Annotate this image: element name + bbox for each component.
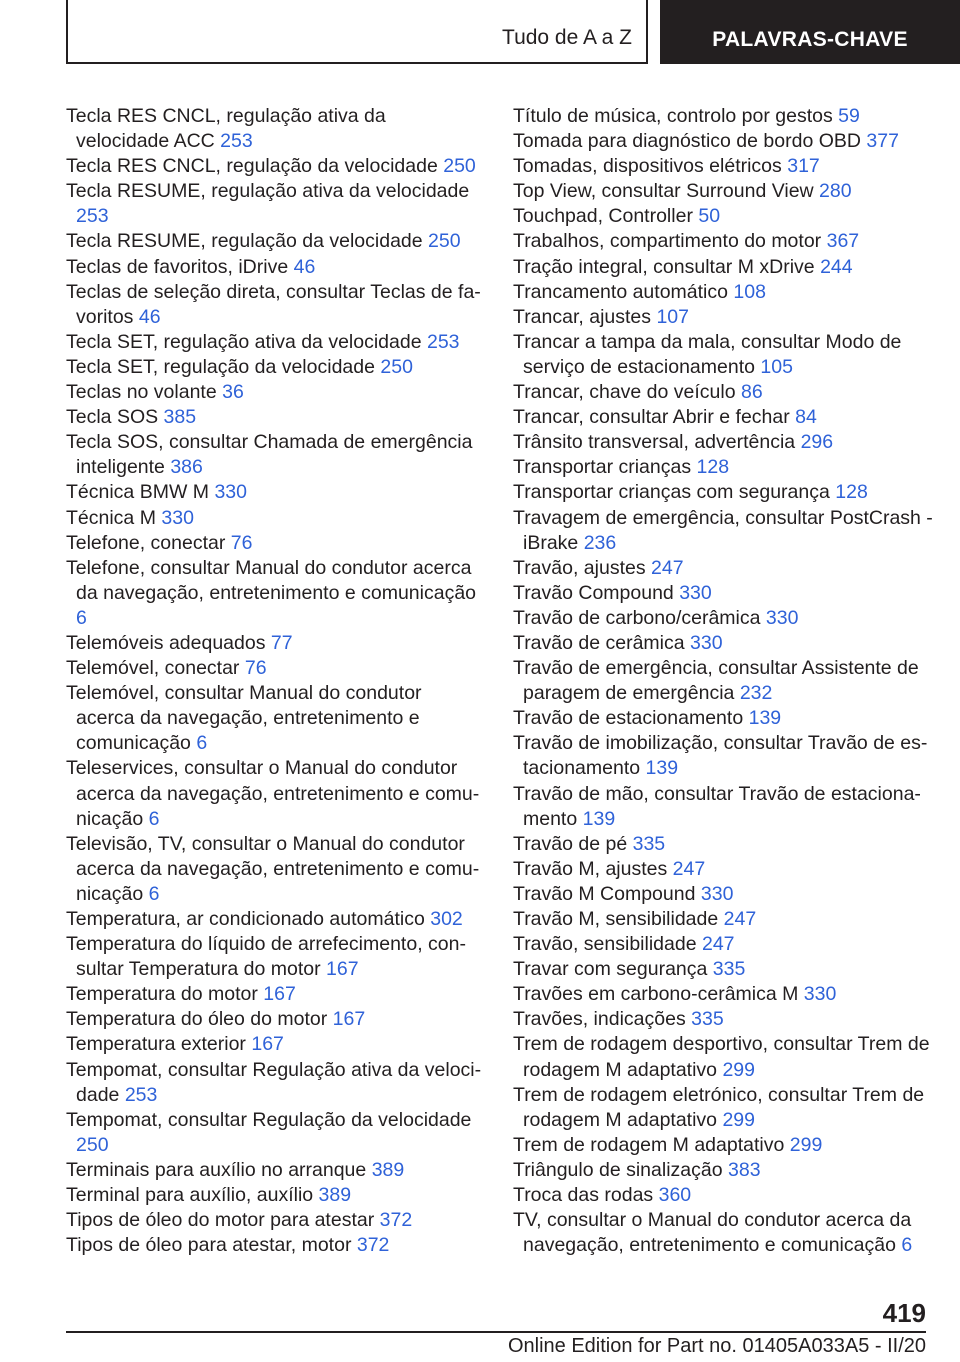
index-entry (513, 1083, 933, 1133)
page-reference-link[interactable]: 105 (760, 355, 793, 378)
index-term: Tecla RES CNCL, regulação da velocidade (66, 155, 438, 178)
page-reference-link[interactable]: 250 (76, 1133, 109, 1156)
index-term: Telemóvel, consultar Manual do condutor acerca da navegação, entretenimento e comunicação (66, 682, 422, 755)
index-term: Título de música, controlo por gestos (513, 105, 833, 127)
index-entry (513, 179, 933, 204)
index-entry (513, 204, 933, 229)
page-reference-link[interactable]: 76 (244, 657, 267, 680)
index-term: Teleservices, consultar o Manual do condutor acerca da navegação, entretenimento e comunicação (66, 757, 480, 830)
index-term: Triângulo de sinalização (513, 1158, 723, 1181)
index-term: Telefone, conectar (66, 531, 226, 554)
index-entry (513, 1158, 933, 1183)
index-entry (513, 782, 933, 832)
page-reference-link[interactable]: 330 (214, 481, 247, 504)
index-term: Travagem de emergência, consultar PostCrash - iBrake (513, 506, 933, 554)
page-reference-link[interactable]: 360 (658, 1184, 692, 1207)
page-reference-link[interactable]: 46 (293, 255, 316, 278)
index-entry (66, 932, 482, 982)
index-term: Tecla SOS (66, 406, 159, 429)
page-reference-link[interactable]: 299 (722, 1108, 755, 1131)
page-header (66, 0, 960, 64)
index-entry (66, 355, 482, 380)
index-term: Touchpad, Controller (513, 205, 693, 228)
page-reference-link[interactable]: 335 (712, 958, 746, 981)
index-entry (66, 1183, 482, 1208)
index-term: Tração integral, consultar M xDrive (513, 255, 815, 278)
index-term: Travão M, ajustes (513, 857, 668, 880)
index-term: Temperatura do motor (66, 983, 258, 1006)
index-entry (513, 405, 933, 430)
index-entry (66, 104, 482, 154)
page-reference-link[interactable]: 139 (645, 757, 679, 780)
page-reference-link[interactable]: 247 (672, 857, 706, 880)
page-number: 419 (882, 1298, 926, 1328)
page-reference-link[interactable]: 386 (170, 456, 203, 479)
index-term: Terminal para auxílio, auxílio (66, 1184, 314, 1207)
page-reference-link[interactable]: 330 (161, 506, 194, 529)
index-term: Tempomat, consultar Regulação da velocidade (66, 1108, 472, 1131)
index-term: Travão de pé (513, 832, 628, 855)
index-term: Travão, ajustes (513, 556, 646, 579)
page-reference-link[interactable]: 335 (632, 832, 666, 855)
page-reference-link[interactable]: 46 (138, 305, 161, 328)
index-entry (66, 681, 482, 756)
page-reference-link[interactable]: 128 (835, 481, 868, 504)
page-reference-link[interactable]: 330 (765, 606, 799, 629)
index-term: Televisão, TV, consultar o Manual do condutor acerca da navegação, entretenimento e comunicação (66, 832, 480, 905)
index-term: Técnica M (66, 506, 156, 529)
index-term: Tempomat, consultar Regulação ativa da velocidade (66, 1058, 482, 1106)
index-term: Travar com segurança (513, 958, 708, 981)
index-entry (66, 405, 482, 430)
page-reference-link[interactable]: 139 (582, 807, 616, 830)
page-reference-link[interactable]: 139 (748, 707, 782, 730)
index-term: Telefone, consultar Manual do condutor acerca da navegação, entretenimento e comunicação (66, 556, 477, 604)
page-reference-link[interactable]: 317 (787, 155, 820, 178)
index-entry (513, 480, 933, 505)
page-reference-link[interactable]: 377 (866, 130, 899, 153)
page-reference-link[interactable]: 232 (739, 682, 773, 705)
index-term: Transportar crianças com segurança (513, 481, 830, 504)
page-reference-link[interactable]: 299 (789, 1133, 823, 1156)
page-reference-link[interactable]: 330 (690, 631, 723, 654)
index-entry (66, 506, 482, 531)
index-term: Trancar a tampa da mala, consultar Modo de serviço de estacionamento (513, 330, 902, 378)
index-entry (513, 857, 933, 882)
index-entry (66, 480, 482, 505)
page-reference-link[interactable]: 59 (838, 105, 860, 127)
page-reference-link[interactable]: 86 (741, 381, 763, 404)
page-reference-link[interactable]: 36 (222, 381, 244, 404)
index-term: Trancamento automático (513, 280, 728, 303)
footer-divider (66, 1331, 926, 1333)
page-reference-link[interactable]: 253 (426, 330, 460, 353)
index-term: Tecla SET, regulação ativa da velocidade (66, 330, 422, 353)
index-term: Técnica BMW M (66, 481, 210, 504)
page-reference-link[interactable]: 335 (691, 1008, 724, 1031)
index-term: Travão Compound (513, 581, 674, 604)
index-term: Tipos de óleo para atestar, motor (66, 1234, 352, 1257)
index-term: Temperatura exterior (66, 1033, 246, 1056)
index-entry (513, 104, 933, 129)
index-term: Temperatura do óleo do motor (66, 1008, 328, 1031)
page-reference-link[interactable]: 247 (723, 908, 757, 930)
page-reference-link[interactable]: 77 (270, 631, 293, 654)
page-reference-link[interactable]: 296 (800, 431, 834, 454)
page-reference-link[interactable]: 250 (443, 155, 476, 178)
index-term: Tipos de óleo do motor para atestar (66, 1209, 375, 1232)
index-entry (513, 832, 933, 857)
index-entry (513, 455, 933, 480)
index-column-left (66, 104, 482, 1258)
index-term: Trânsito transversal, advertência (513, 431, 796, 454)
index-term: Tecla RESUME, regulação da velocidade (66, 230, 423, 253)
index-entry (66, 1032, 482, 1057)
page-reference-link[interactable]: 253 (124, 1083, 158, 1106)
index-term: Temperatura do líquido de arrefecimento, consultar Temperatura do motor (66, 933, 466, 981)
index-entry (513, 1208, 933, 1258)
index-term: Travão, sensibilidade (513, 933, 697, 956)
index-entry (513, 255, 933, 280)
index-term: Telemóvel, conectar (66, 657, 240, 680)
index-term: TV, consultar o Manual do condutor acerca da navegação, entretenimento e comunicação (513, 1209, 912, 1257)
page-reference-link[interactable]: 247 (651, 556, 684, 579)
index-entry (66, 1058, 482, 1108)
page-reference-link[interactable]: 167 (251, 1033, 284, 1056)
index-entry (513, 606, 933, 631)
section-title: Tudo de A a Z (66, 0, 648, 64)
page-reference-link[interactable]: 167 (332, 1008, 366, 1031)
page-reference-link[interactable]: 84 (795, 406, 817, 429)
page-reference-link[interactable]: 299 (722, 1058, 755, 1081)
index-term: Tomadas, dispositivos elétricos (513, 155, 782, 178)
page-reference-link[interactable]: 330 (803, 983, 837, 1006)
index-entry (513, 506, 933, 556)
page-reference-link[interactable]: 372 (379, 1209, 413, 1232)
index-entry (513, 229, 933, 254)
index-term: Trancar, consultar Abrir e fechar (513, 406, 790, 429)
index-entry (66, 756, 482, 831)
index-term: Travão de imobilização, consultar Travão de estacionamento (513, 732, 928, 780)
index-term: Trem de rodagem desportivo, consultar Trem de rodagem M adaptativo (513, 1033, 930, 1081)
page-reference-link[interactable]: 302 (430, 908, 463, 930)
index-entry (66, 1007, 482, 1032)
index-term: Tecla RESUME, regulação ativa da velocidade (66, 180, 470, 203)
index-entry (513, 982, 933, 1007)
index-term: Travões, indicações (513, 1008, 686, 1031)
index-term: Travão de carbono/cerâmica (513, 606, 761, 629)
page-reference-link[interactable]: 372 (356, 1234, 390, 1257)
index-term: Trancar, ajustes (513, 305, 652, 328)
index-term: Telemóveis adequados (66, 631, 266, 654)
index-entry (66, 631, 482, 656)
page-reference-link[interactable]: 6 (148, 807, 160, 830)
index-term: Top View, consultar Surround View (513, 180, 814, 203)
index-term: Terminais para auxílio no arranque (66, 1158, 367, 1181)
index-entry (513, 731, 933, 781)
index-term: Tomada para diagnóstico de bordo OBD (513, 130, 861, 153)
index-entry (513, 581, 933, 606)
page-reference-link[interactable]: 6 (76, 606, 87, 629)
page-reference-link[interactable]: 389 (371, 1158, 405, 1181)
index-term: Tecla RES CNCL, regulação ativa da velocidade ACC (66, 105, 386, 153)
index-entry (66, 154, 482, 179)
index-term: Trem de rodagem eletrónico, consultar Trem de rodagem M adaptativo (513, 1083, 925, 1131)
page-reference-link[interactable]: 250 (428, 230, 461, 253)
index-term: Teclas de seleção direta, consultar Teclas de favoritos (66, 280, 481, 328)
index-entry (513, 882, 933, 907)
index-entry (66, 1158, 482, 1183)
page-reference-link[interactable]: 250 (380, 355, 413, 378)
index-entry (513, 631, 933, 656)
index-entry (66, 982, 482, 1007)
page-reference-link[interactable]: 385 (163, 406, 197, 429)
index-entry (513, 656, 933, 706)
index-term: Travões em carbono-cerâmica M (513, 983, 799, 1006)
page-reference-link[interactable]: 6 (901, 1234, 913, 1257)
index-entry (66, 380, 482, 405)
page-reference-link[interactable]: 244 (820, 255, 853, 278)
index-entry (66, 255, 482, 280)
index-term: Travão M, sensibilidade (513, 908, 719, 930)
index-entry (66, 280, 482, 330)
index-entry (513, 1007, 933, 1032)
index-entry (66, 1233, 482, 1258)
index-entry (513, 430, 933, 455)
index-column-right (513, 104, 933, 1258)
index-entry (513, 1183, 933, 1208)
index-term: Travão M Compound (513, 882, 696, 905)
page-reference-link[interactable]: 108 (733, 280, 766, 303)
index-entry (513, 907, 933, 932)
index-term: Trabalhos, compartimento do motor (513, 230, 822, 253)
page-reference-link[interactable]: 128 (696, 456, 730, 479)
index-entry (66, 330, 482, 355)
page-reference-link[interactable]: 383 (728, 1158, 761, 1181)
index-entry (66, 1208, 482, 1233)
index-entry (66, 430, 482, 480)
page-reference-link[interactable]: 167 (263, 983, 296, 1006)
index-term: Trem de rodagem M adaptativo (513, 1133, 785, 1156)
index-term: Transportar crianças (513, 456, 692, 479)
index-entry (513, 1133, 933, 1158)
index-entry (513, 305, 933, 330)
index-entry (66, 907, 482, 932)
chapter-title: PALAVRAS-CHAVE (660, 0, 960, 64)
page-reference-link[interactable]: 330 (679, 581, 712, 604)
index-entry (66, 556, 482, 631)
edition-footer: Online Edition for Part no. 01405A033A5 - II/20 (507, 1335, 926, 1357)
page-reference-link[interactable]: 6 (148, 882, 160, 905)
index-term: Travão de estacionamento (513, 707, 744, 730)
index-entry (513, 280, 933, 305)
page-reference-link[interactable]: 253 (220, 130, 253, 153)
index-entry (66, 832, 482, 907)
index-term: Travão de emergência, consultar Assistente de paragem de emergência (513, 657, 919, 705)
index-entry (513, 957, 933, 982)
index-entry (66, 531, 482, 556)
index-entry (513, 129, 933, 154)
index-entry (513, 380, 933, 405)
index-entry (513, 932, 933, 957)
index-entry (66, 656, 482, 681)
index-term: Troca das rodas (513, 1184, 654, 1207)
index-entry (513, 556, 933, 581)
page-reference-link[interactable]: 253 (76, 205, 109, 228)
index-term: Tecla SOS, consultar Chamada de emergência inteligente (66, 431, 473, 479)
index-entry (513, 1032, 933, 1082)
index-entry (66, 229, 482, 254)
page-reference-link[interactable]: 247 (701, 933, 735, 956)
index-term: Teclas de favoritos, iDrive (66, 255, 289, 278)
index-term: Teclas no volante (66, 381, 217, 404)
page-reference-link[interactable]: 50 (698, 205, 721, 228)
page-reference-link[interactable]: 389 (318, 1184, 352, 1207)
page-reference-link[interactable]: 367 (826, 230, 860, 253)
index-entry (66, 179, 482, 229)
page-reference-link[interactable]: 6 (196, 732, 208, 755)
index-term: Travão de mão, consultar Travão de estacionamento (513, 782, 921, 830)
index-term: Temperatura, ar condicionado automático (66, 908, 425, 930)
index-term: Travão de cerâmica (513, 631, 685, 654)
index-entry (513, 706, 933, 731)
page-reference-link[interactable]: 107 (656, 305, 689, 328)
page-reference-link[interactable]: 76 (230, 531, 253, 554)
index-entry (513, 330, 933, 380)
index-term: Trancar, chave do veículo (513, 381, 736, 404)
index-entry (513, 154, 933, 179)
page-reference-link[interactable]: 236 (583, 531, 617, 554)
page-reference-link[interactable]: 167 (326, 958, 359, 981)
page-reference-link[interactable]: 330 (700, 882, 734, 905)
page-reference-link[interactable]: 280 (819, 180, 852, 203)
index-term: Tecla SET, regulação da velocidade (66, 355, 375, 378)
index-entry (66, 1108, 482, 1158)
